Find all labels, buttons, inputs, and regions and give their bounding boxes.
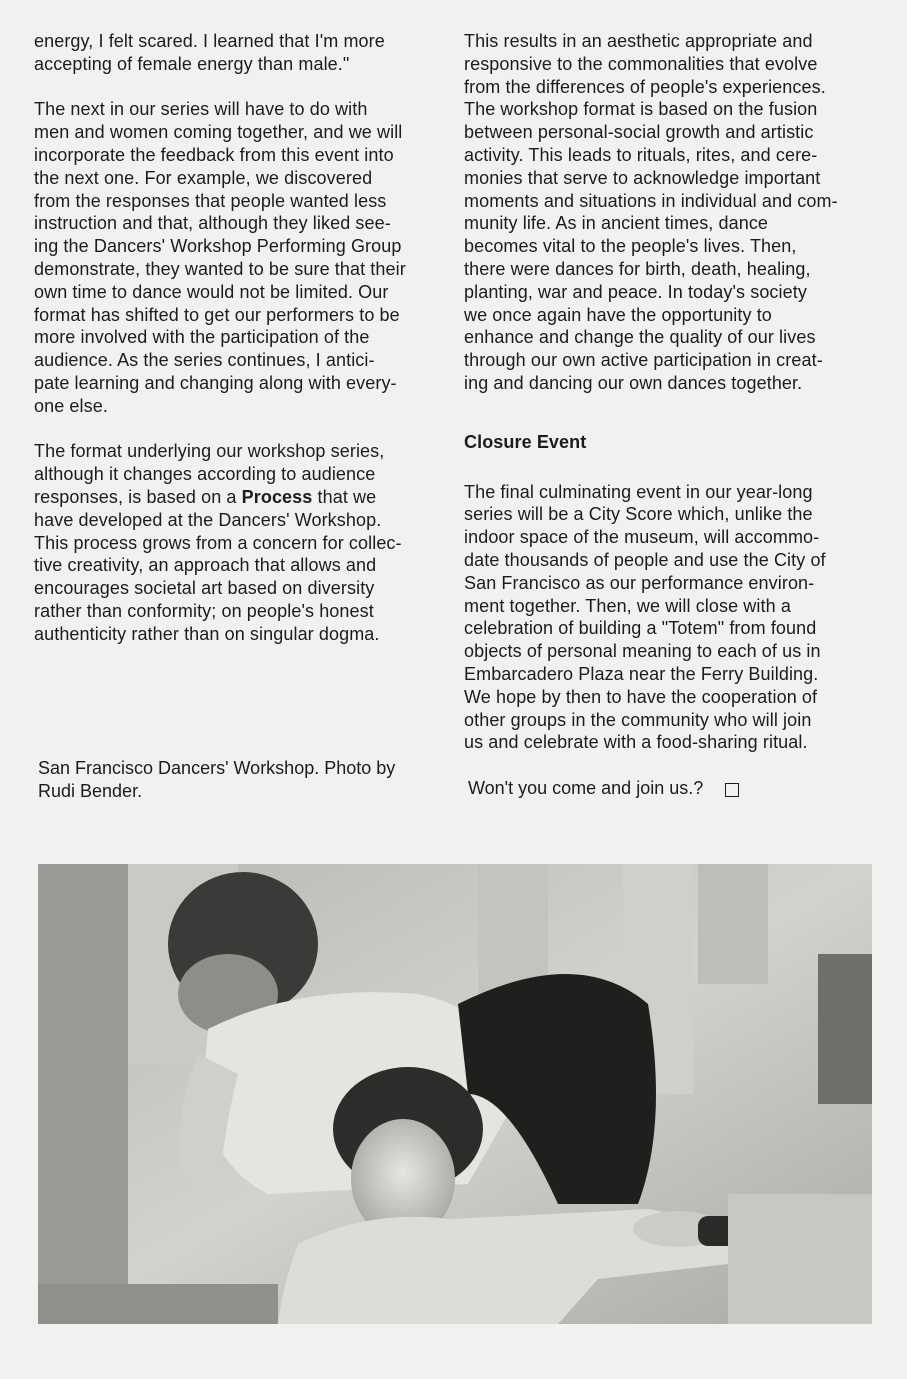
photo-illustration-icon <box>38 864 872 1324</box>
process-keyword: Process <box>241 486 313 507</box>
right-paragraph-2: The final culminating event in our year-long series will be a City Score which, unlike the indoor space of the museum, will accommo- date thousands of people and use the City of San Francisco as our performance environ- ment together. Then, we will close with a celebration of building a "Totem" from found objects of personal meaning to each of us in Embarcadero Plaza near the Ferry Building. We hope by then to have the cooperation of other groups in the community who will join us and celebrate with a food-sharing ritual. <box>464 481 826 753</box>
dancers-photo <box>38 864 872 1324</box>
paragraph-gap <box>34 418 440 441</box>
paragraph-gap <box>464 454 874 481</box>
right-column <box>464 30 874 754</box>
left-column <box>34 30 440 646</box>
left-paragraph-2: The next in our series will have to do with men and women coming together, and we will incorporate the feedback from this event into the next one. For example, we discovered from the responses that people wanted less instruction and that, although they liked see- ing the Dancers' Workshop Performing Group demonstrate, they wanted to be sure that their own time to dance would not be limited. Our format has shifted to get our performers to be more involved with the participation of the audience. As the series continues, I antici- pate learning and changing along with every- one else. <box>34 99 406 416</box>
paragraph-gap <box>34 76 440 99</box>
closing-text: Won't you come and join us.? <box>468 778 704 798</box>
right-paragraph-1: This results in an aesthetic appropriate and responsive to the commonalities that evolve from the differences of people's experiences. The workshop format is based on the fusion between personal-social growth and artistic activity. This leads to rituals, rites, and cere- monies that serve to acknowledge important moments and situations in individual and com- munity life. As in ancient times, dance becomes vital to the people's lives. Then, there were dances for birth, death, healing, planting, war and peace. In today's society we once again have the opportunity to enhance and change the quality of our lives through our own active participation in creat- ing and dancing our own dances together. <box>464 31 838 393</box>
left-paragraph-3-text-b: that we have developed at the Dancers' Workshop. This process grows from a concern for collec- tive creativity, an approach that allows and encourages societal art based on diversity rather than conformity; on people's honest authenticity rather than on singular dogma. <box>34 486 402 644</box>
left-paragraph-1: energy, I felt scared. I learned that I'm more accepting of female energy than male." <box>34 31 385 74</box>
paragraph-gap <box>464 395 874 431</box>
closing-line <box>468 777 739 800</box>
left-paragraph-3 <box>34 440 440 645</box>
left-paragraph-3-text-a: The format underlying our workshop series, although it changes according to audience responses, is based on a <box>34 441 385 507</box>
photo-caption: San Francisco Dancers' Workshop. Photo by Rudi Bender. <box>38 758 396 801</box>
closure-event-heading: Closure Event <box>464 431 587 452</box>
end-mark-square-icon <box>725 783 739 797</box>
